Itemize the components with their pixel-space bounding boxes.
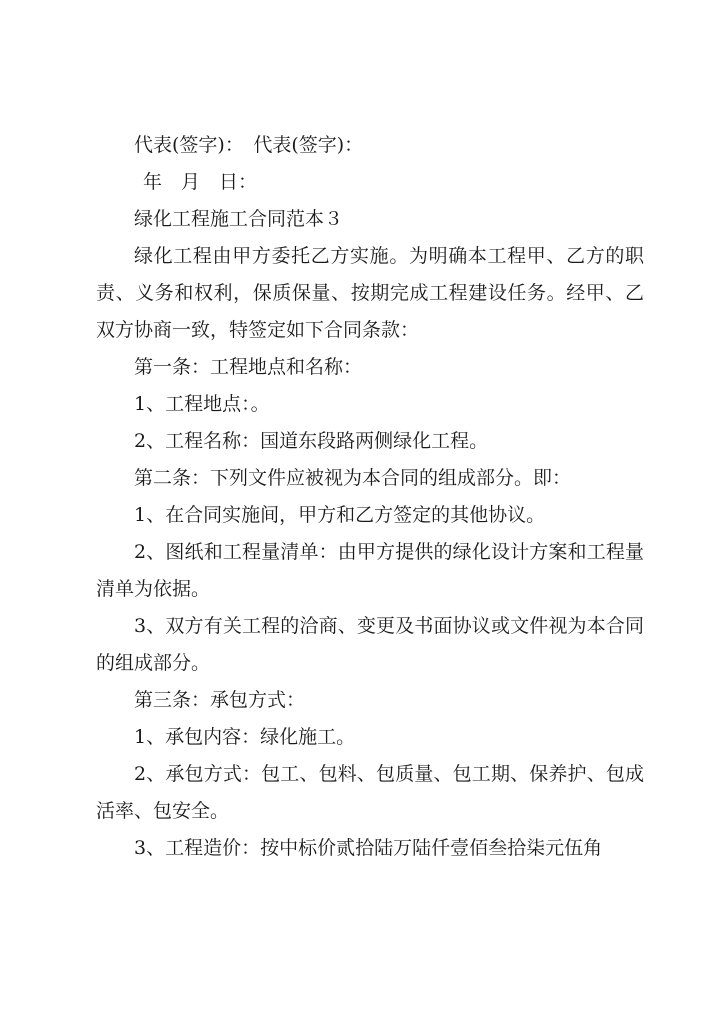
intro-paragraph: 绿化工程由甲方委托乙方实施。为明确本工程甲、乙方的职责、义务和权利，保质保量、按期完成工程建设任务。经甲、乙双方协商一致，特签定如下合同条款：: [96, 245, 644, 341]
article-2-heading: 第二条：下列文件应被视为本合同的组成部分。即：: [134, 467, 572, 489]
article-3-item-2: 2、承包方式：包工、包料、包质量、包工期、保养护、包成活率、包安全。: [96, 763, 644, 822]
article-3-heading: 第三条：承包方式：: [134, 689, 306, 711]
article-1-item-2: 2、工程名称：国道东段路两侧绿化工程。: [134, 430, 489, 452]
article-2-item-3: 3、双方有关工程的洽商、变更及书面协议或文件视为本合同的组成部分。: [96, 615, 644, 674]
section-title: 绿化工程施工合同范本３: [134, 208, 344, 230]
date-line: 年 月 日：: [143, 171, 258, 193]
signature-line: 代表(签字)： 代表(签字)：: [134, 134, 364, 156]
article-3-item-1: 1、承包内容：绿化施工。: [134, 726, 356, 748]
article-1-item-1: 1、工程地点：。: [134, 393, 270, 415]
article-3-item-3: 3、工程造价：按中标价贰拾陆万陆仟壹佰叁拾柒元伍角: [134, 837, 603, 859]
article-1-heading: 第一条：工程地点和名称：: [134, 356, 363, 378]
document-body: [96, 127, 644, 867]
article-2-item-2: 2、图纸和工程量清单：由甲方提供的绿化设计方案和工程量清单为依据。: [96, 541, 644, 600]
article-2-item-1: 1、在合同实施间，甲方和乙方签定的其他协议。: [134, 504, 546, 526]
